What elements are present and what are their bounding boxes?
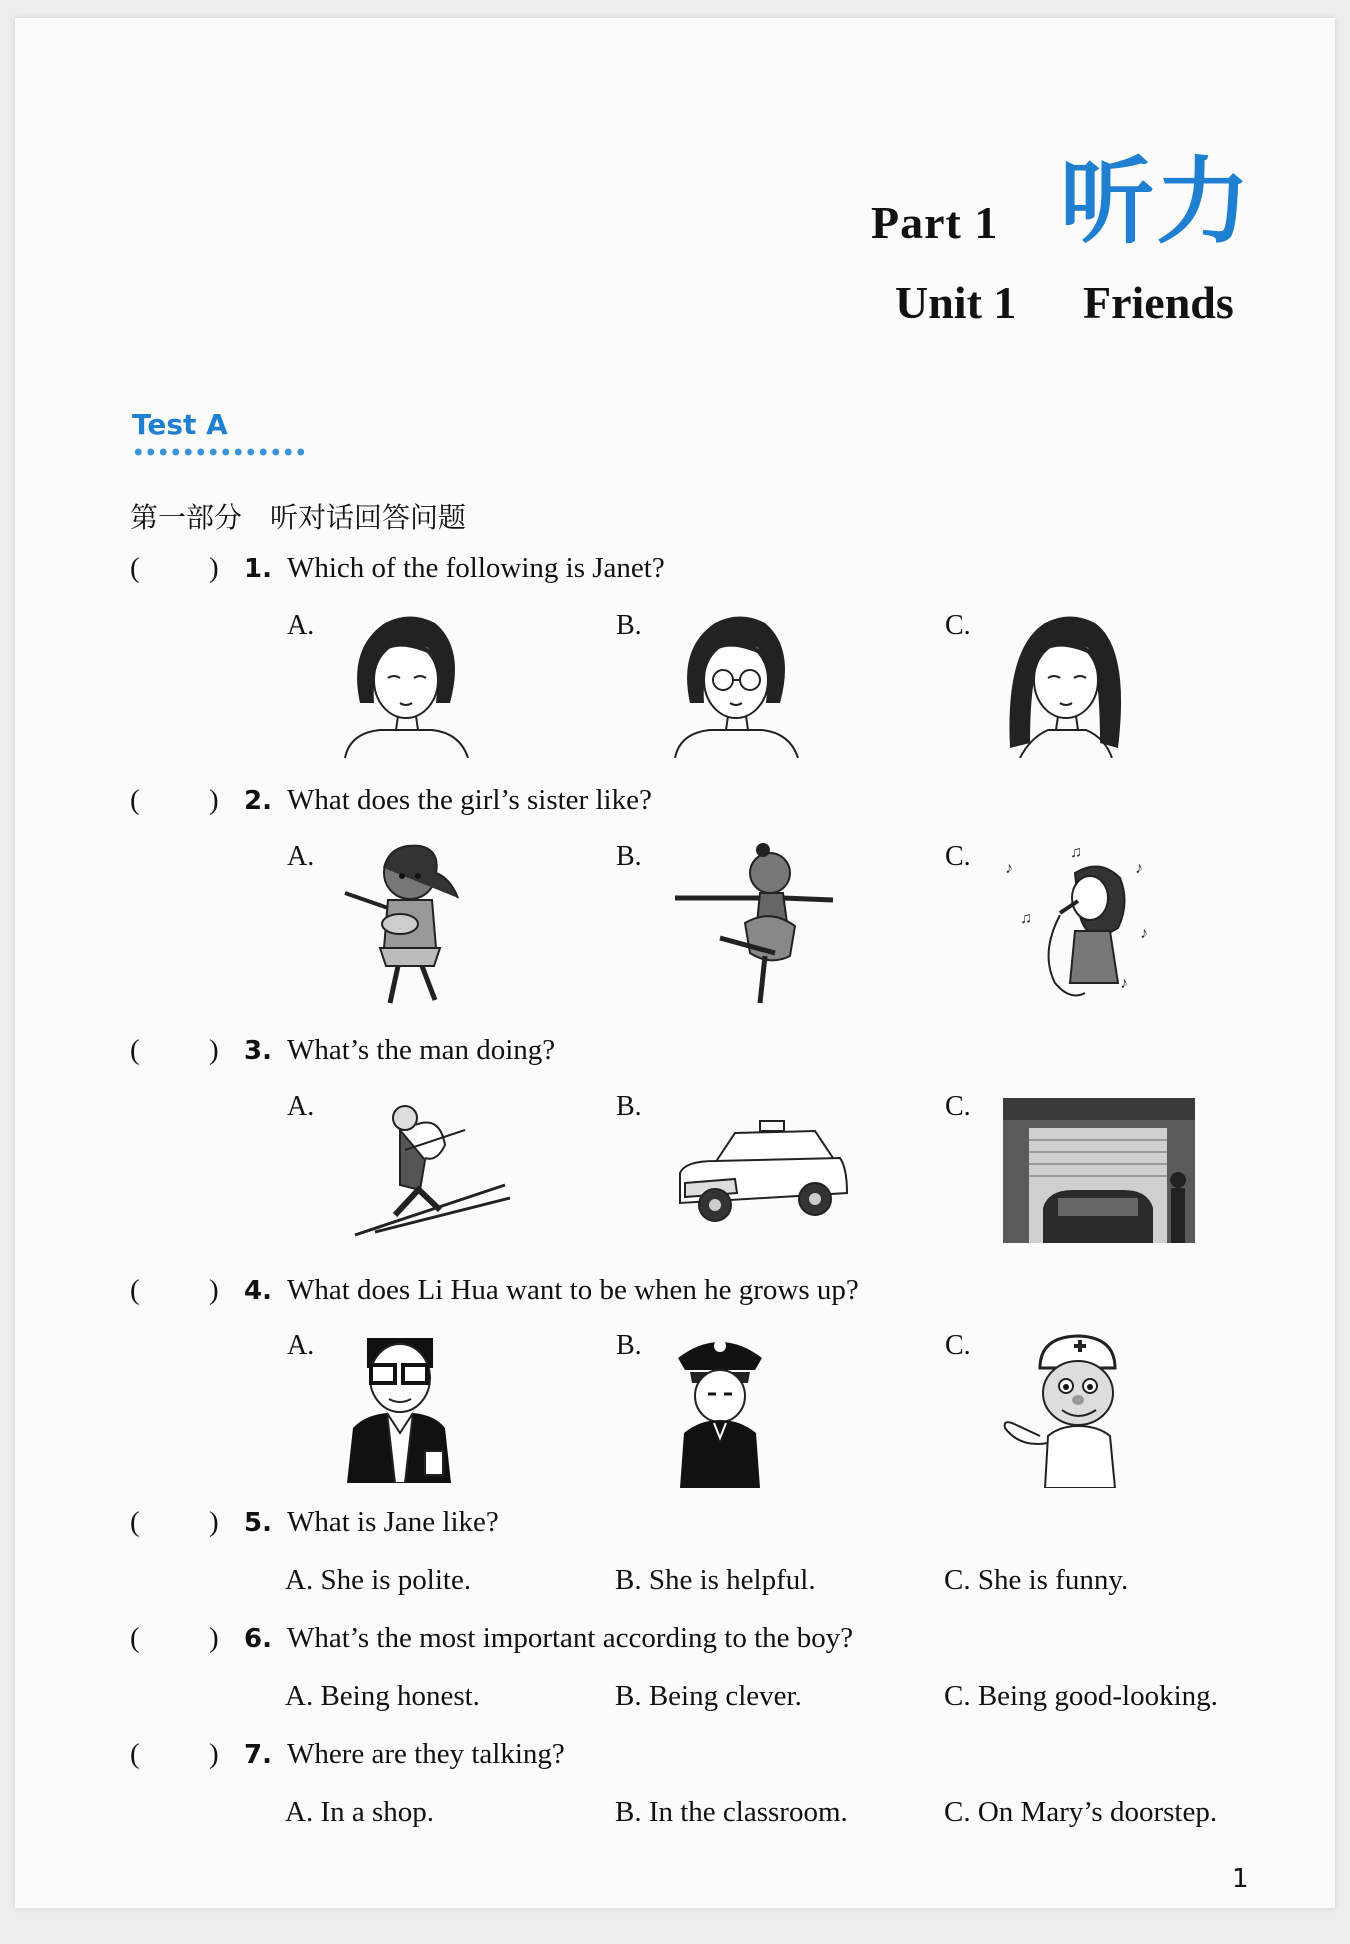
man-skiing-image (345, 1100, 515, 1240)
garage-car-image (1003, 1098, 1195, 1243)
answer-paren-close: ) (209, 1274, 219, 1306)
question-number: 3. (244, 1036, 272, 1066)
option-c-label: C. (945, 841, 971, 872)
question-text: What does the girl’s sister like? (287, 784, 652, 816)
question-number: 7. (244, 1740, 272, 1770)
answer-paren-open: ( (130, 1738, 140, 1770)
question-text: Which of the following is Janet? (287, 552, 665, 584)
option-a: A. Being honest. (285, 1680, 480, 1712)
option-b-label: B. (616, 841, 642, 872)
option-c: C. On Mary’s doorstep. (944, 1796, 1218, 1828)
option-c: C. Being good-looking. (944, 1680, 1218, 1712)
answer-paren-close: ) (209, 1622, 219, 1654)
page-number: 1 (1232, 1864, 1249, 1894)
unit-heading: Unit 1 (895, 277, 1017, 328)
option-b: B. In the classroom. (615, 1796, 848, 1828)
svg-text:♫: ♫ (1070, 844, 1082, 861)
girl-dancing-image (665, 838, 835, 1008)
question-text: What does Li Hua want to be when he grows up? (287, 1274, 859, 1306)
question-number: 5. (244, 1508, 272, 1538)
option-c-label: C. (945, 1091, 971, 1122)
question-number: 1. (244, 554, 272, 584)
doctor-image (1000, 1328, 1135, 1488)
svg-text:♪: ♪ (1120, 975, 1128, 992)
test-label: Test A (132, 408, 228, 441)
answer-paren-open: ( (130, 552, 140, 584)
part-heading: Part 1 (871, 197, 999, 248)
option-a-label: A. (287, 1091, 315, 1122)
svg-text:♫: ♫ (1020, 910, 1032, 927)
option-b-label: B. (616, 1330, 642, 1361)
answer-paren-open: ( (130, 784, 140, 816)
option-b-label: B. (616, 610, 642, 641)
option-b: B. She is helpful. (615, 1564, 816, 1596)
question-number: 4. (244, 1276, 272, 1306)
answer-paren-open: ( (130, 1274, 140, 1306)
unit-title: Friends (1083, 277, 1234, 328)
worksheet-page (15, 18, 1335, 1908)
part-heading-chinese: 听力 (1060, 148, 1253, 257)
girl-glasses-image (670, 608, 800, 758)
question-number: 6. (244, 1624, 272, 1654)
svg-text:♪: ♪ (1140, 925, 1148, 942)
girl-long-hair-image (1000, 608, 1130, 758)
girl-singing-image (1000, 843, 1160, 1003)
option-a: A. In a shop. (285, 1796, 435, 1828)
answer-paren-open: ( (130, 1506, 140, 1538)
answer-paren-close: ) (209, 1506, 219, 1538)
option-a: A. She is polite. (285, 1564, 472, 1596)
question-text: What is Jane like? (287, 1506, 499, 1538)
girl-short-hair-image (340, 608, 470, 758)
option-b-label: B. (616, 1091, 642, 1122)
question-text: What’s the most important according to the boy? (287, 1622, 854, 1654)
svg-text:♪: ♪ (1135, 860, 1143, 877)
option-c-label: C. (945, 1330, 971, 1361)
taxi-image (675, 1113, 850, 1233)
answer-paren-close: ) (209, 1738, 219, 1770)
option-b: B. Being clever. (615, 1680, 802, 1712)
question-text: Where are they talking? (287, 1738, 565, 1770)
svg-text:♪: ♪ (1005, 860, 1013, 877)
option-a-label: A. (287, 841, 315, 872)
answer-paren-open: ( (130, 1034, 140, 1066)
section-title: 第一部分 听对话回答问题 (130, 501, 467, 534)
test-label-dots (132, 448, 308, 456)
option-a-label: A. (287, 1330, 315, 1361)
answer-paren-close: ) (209, 1034, 219, 1066)
question-number: 2. (244, 786, 272, 816)
girl-painting-image (340, 838, 480, 1008)
option-c-label: C. (945, 610, 971, 641)
businessman-glasses-image (345, 1333, 455, 1483)
option-a-label: A. (287, 610, 315, 641)
answer-paren-close: ) (209, 552, 219, 584)
answer-paren-open: ( (130, 1622, 140, 1654)
police-officer-image (670, 1328, 770, 1488)
option-c: C. She is funny. (944, 1564, 1129, 1596)
answer-paren-close: ) (209, 784, 219, 816)
question-text: What’s the man doing? (287, 1034, 556, 1066)
